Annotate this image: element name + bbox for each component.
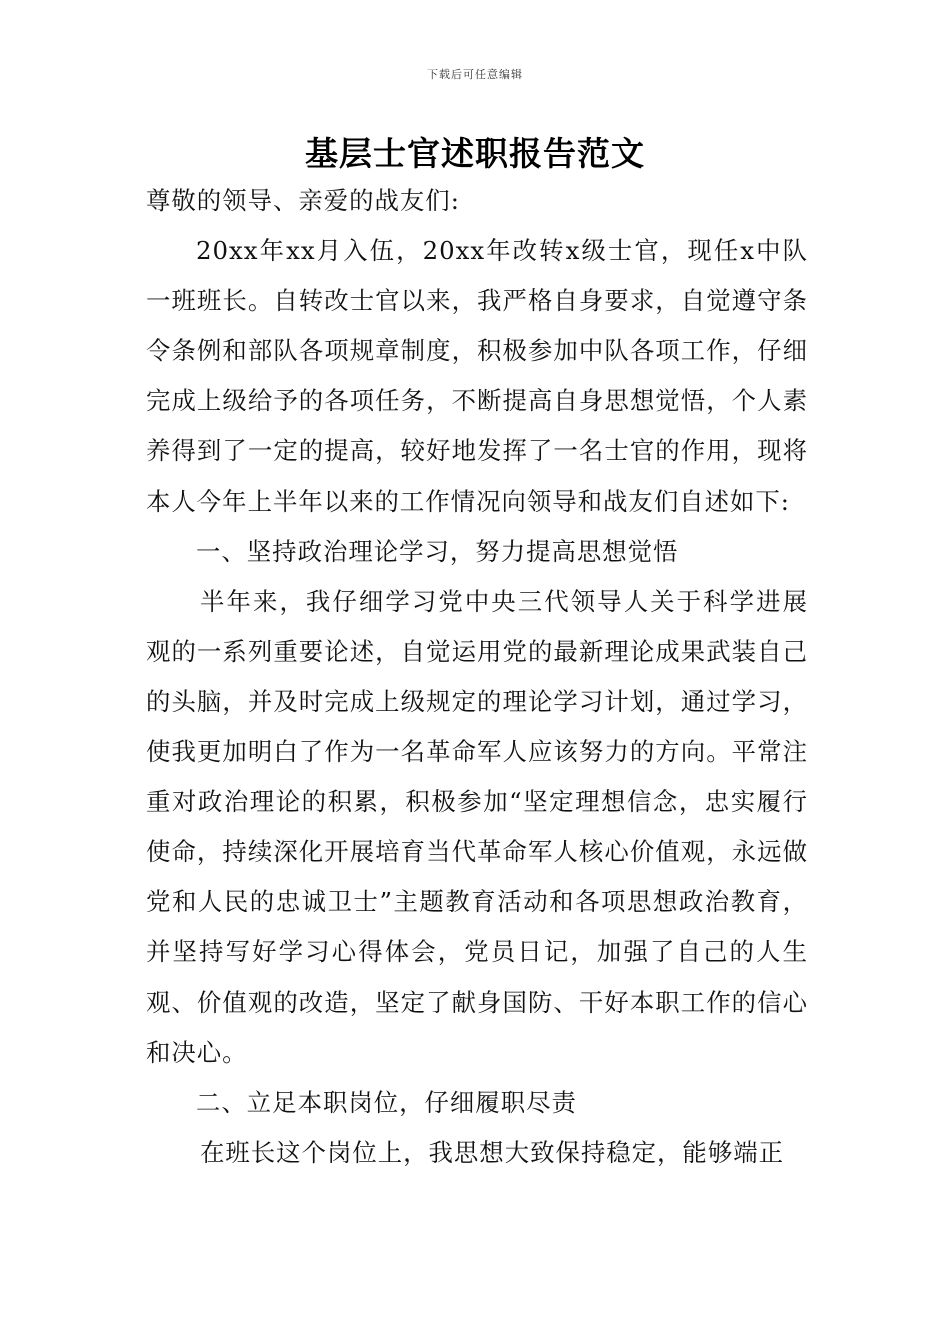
document-title: 基层士官述职报告范文 xyxy=(305,134,645,173)
salutation: 尊敬的领导、亲爱的战友们: xyxy=(146,186,460,215)
header-note: 下载后可任意编辑 xyxy=(427,68,523,81)
paragraph-section-1: 半年来，我仔细学习党中央三代领导人关于科学进展观的一系列重要论述，自觉运用党的最新理论成果武装自己的头脑，并及时完成上级规定的理论学习计划，通过学习，使我更加明白了作为一名革命军人应该努力的方向。平常注重对政治理论的积累，积极参加“坚定理想信念，忠实履行使命，持续深化开展培育当代革命军人核心价值观，永远做党和人民的忠诚卫士”主题教育活动和各项思想政治教育，并坚持写好学习心得体会，党员日记，加强了自己的人生观、价值观的改造，坚定了献身国防、干好本职工作的信心和决心。 xyxy=(146,586,808,1067)
paragraph-intro: 20xx年xx月入伍，20xx年改转x级士官，现任x中队一班班长。自转改士官以来，我严格自身要求，自觉遵守条令条例和部队各项规章制度，积极参加中队各项工作，仔细完成上级给予的各项任务，不断提高自身思想觉悟，个人素养得到了一定的提高，较好地发挥了一名士官的作用，现将本人今年上半年以来的工作情况向领导和战友们自述如下: xyxy=(146,236,808,516)
section-heading-1: 一、坚持政治理论学习，努力提高思想觉悟 xyxy=(196,536,679,566)
section-heading-2: 二、立足本职岗位，仔细履职尽责 xyxy=(196,1087,577,1117)
paragraph-section-2: 在班长这个岗位上，我思想大致保持稳定，能够端正 xyxy=(200,1137,784,1167)
document-body xyxy=(146,176,808,1178)
